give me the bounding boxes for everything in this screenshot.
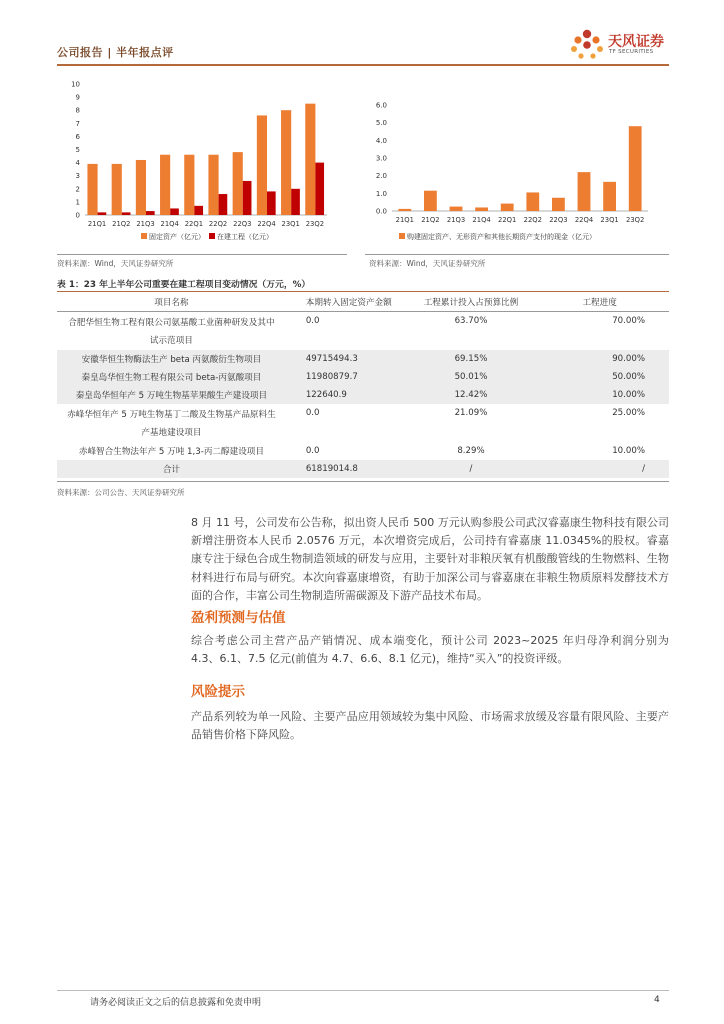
y-tick-label: 10	[71, 80, 80, 89]
y-tick-label: 9	[75, 93, 80, 102]
bar-21q4-s0	[160, 155, 170, 215]
paragraph-investment: 8 月 11 号，公司发布公告称，拟出资人民币 500 万元认购参股公司武汉睿嘉康生物科技有限公司新增注册资本人民币 2.0576 万元，本次增资完成后，公司持有睿嘉康 11.0345%的股权。睿嘉康专注于绿色合成生物制造领域的研发与应用，主要针对非粮厌氧有机酸酸管线的生物燃料、生物材料进行布局与研究。本次向睿嘉康增资，有助于加深公司与睿嘉康在非粮生物质原料发酵技术方面的合作，丰富公司生物制造所需碳源及下游产品技术布局。	[191, 516, 669, 602]
bar-23q1-s0	[603, 182, 616, 211]
chart2-source: 资料来源：Wind，天风证券研究所	[369, 259, 486, 268]
bar-22q4-s0	[578, 172, 591, 211]
cell-progress: 25.00%	[612, 408, 645, 418]
bar-22q3-s0	[552, 198, 565, 211]
table-row	[57, 312, 669, 351]
cell-budget-ratio: 21.09%	[454, 408, 488, 418]
x-tick-label: 21Q3	[446, 216, 466, 224]
x-tick-label: 22Q4	[257, 220, 276, 228]
project-name-line: 秦皇岛华恒生物工程有限公司 beta-丙氨酸项目	[81, 373, 262, 383]
col-header: 工程进度	[529, 292, 669, 312]
col-header: 本期转入固定资产金额	[286, 292, 413, 312]
logo-subtext: TF SECURITIES	[609, 49, 654, 55]
bar-22q3-s1	[243, 181, 252, 215]
bar-23q1-s0	[281, 110, 291, 215]
x-tick-label: 22Q2	[208, 220, 228, 228]
x-tick-label: 22Q1	[184, 220, 204, 228]
x-tick-label: 23Q2	[305, 220, 325, 228]
chart-divider	[365, 254, 669, 255]
project-name-line: 试示范项目	[149, 336, 193, 346]
cell-progress: 70.00%	[612, 316, 645, 326]
bar-22q2-s0	[208, 155, 218, 215]
y-tick-label: 2.0	[375, 172, 387, 181]
y-tick-label: 5	[75, 146, 80, 154]
bar-21q2-s0	[424, 191, 437, 211]
legend-label: 固定资产（亿元）	[149, 233, 205, 241]
bar-22q1-s0	[184, 155, 194, 215]
chart-divider	[57, 254, 347, 255]
table-total-row	[57, 460, 669, 478]
paragraph-risk: 产品系列较为单一风险、主要产品应用领域较为集中风险、市场需求放缓及容量有限风险、主要产品销售价格下降风险。	[191, 710, 669, 742]
bar-22q4-s0	[257, 115, 267, 215]
y-tick-label: 1.0	[375, 189, 387, 198]
bar-21q3-s0	[136, 160, 146, 215]
section-title-forecast: 盈利预测与估值	[191, 610, 286, 626]
y-tick-label: 3	[75, 172, 80, 181]
table-row	[57, 442, 669, 460]
bar-23q2-s0	[629, 126, 642, 211]
cell-progress: 10.00%	[612, 390, 645, 400]
table-source: 资料来源：公司公告、天风证券研究所	[57, 488, 185, 497]
bar-22q1-s0	[501, 204, 514, 211]
y-tick-label: 2	[75, 185, 80, 194]
x-tick-label: 22Q3	[549, 216, 568, 224]
col-header: 工程累计投入占预算比例	[413, 292, 530, 312]
table-row	[57, 350, 669, 368]
x-tick-label: 22Q3	[233, 220, 252, 228]
x-tick-label: 23Q1	[281, 220, 300, 228]
y-tick-label: 3.0	[375, 154, 387, 163]
bar-22q2-s1	[219, 194, 228, 215]
bar-23q2-s0	[305, 104, 315, 215]
cell-amount: 11980879.7	[305, 372, 358, 382]
project-name-line: 秦皇岛华恒年产 5 万吨生物基苹果酸生产建设项目	[75, 391, 268, 401]
chart-fixed-assets	[57, 72, 347, 250]
project-name-line: 安徽华恒生物酶法生产 beta 丙氨酸衍生物项目	[81, 355, 262, 365]
table-row	[57, 404, 669, 442]
y-tick-label: 6.0	[375, 101, 387, 110]
cell-project-name	[57, 442, 286, 460]
report-type: 公司报告 | 半年报点评	[57, 46, 174, 59]
cell-budget-ratio: 8.29%	[457, 446, 485, 456]
bar-21q1-s0	[398, 209, 411, 211]
x-tick-label: 21Q4	[160, 220, 179, 228]
y-tick-label: 4	[75, 159, 80, 168]
chart-capex-cash	[362, 72, 662, 250]
bar-22q3-s0	[233, 152, 243, 215]
x-tick-label: 21Q1	[87, 220, 107, 228]
footer-rule	[57, 990, 669, 991]
cell-amount: 0.0	[305, 446, 320, 456]
table-row	[57, 368, 669, 386]
cell-budget-ratio: 69.15%	[454, 354, 488, 364]
cell-progress: /	[642, 464, 645, 474]
bar-22q4-s1	[267, 191, 276, 215]
page-number: 4	[654, 995, 660, 1005]
bar-22q2-s0	[526, 192, 539, 211]
x-tick-label: 21Q3	[136, 220, 155, 228]
legend-swatch	[141, 233, 147, 239]
cell-amount: 0.0	[305, 316, 320, 326]
x-tick-label: 22Q4	[574, 216, 594, 224]
legend-label: 在建工程（亿元）	[217, 233, 273, 241]
y-tick-label: 0	[75, 211, 80, 220]
cell-project-name	[57, 404, 286, 442]
project-name-line: 赤峰华恒年产 5 万吨生物基丁二酸及生物基产品原料生	[67, 410, 276, 420]
y-tick-label: 5.0	[375, 119, 387, 128]
cell-progress: 90.00%	[612, 354, 645, 364]
x-tick-label: 22Q2	[523, 216, 542, 224]
cell-project-name	[57, 386, 286, 404]
cell-project-name	[57, 312, 286, 351]
cell-budget-ratio: 50.01%	[454, 372, 488, 382]
project-name-line: 合肥华恒生物工程有限公司氨基酸工业菌种研发及其中	[68, 318, 275, 328]
x-tick-label: 21Q1	[395, 216, 414, 224]
cell-amount: 122640.9	[305, 390, 347, 400]
y-tick-label: 1	[75, 198, 80, 207]
x-tick-label: 21Q2	[421, 216, 440, 224]
bar-21q3-s1	[146, 211, 155, 215]
bar-21q1-s0	[87, 164, 97, 215]
cell-progress: 50.00%	[612, 372, 645, 382]
logo-mark-icon	[568, 28, 606, 62]
legend-swatch	[399, 233, 405, 239]
chart1-source: 资料来源：Wind，天风证券研究所	[57, 259, 174, 268]
cell-amount: 0.0	[305, 408, 320, 418]
cell-budget-ratio: 12.42%	[454, 390, 488, 400]
bar-21q4-s1	[170, 208, 179, 215]
logo	[568, 28, 678, 62]
table-bottom-rule	[57, 481, 669, 482]
x-tick-label: 22Q1	[498, 216, 517, 224]
bar-23q1-s1	[291, 189, 300, 215]
table-title: 表 1：23 年上半年公司重要在建工程项目变动情况（万元，%）	[57, 280, 311, 290]
x-tick-label: 21Q4	[472, 216, 491, 224]
bar-21q2-s1	[122, 212, 131, 215]
logo-text: 天风证券	[608, 34, 664, 50]
bar-21q3-s0	[450, 207, 463, 211]
y-tick-label: 7	[75, 119, 80, 128]
col-header: 项目名称	[57, 292, 286, 312]
cell-amount: 61819014.8	[305, 464, 358, 474]
cell-budget-ratio: 63.70%	[454, 316, 488, 326]
y-tick-label: 4.0	[375, 136, 387, 145]
x-tick-label: 21Q2	[112, 220, 131, 228]
cell-project-name	[57, 460, 286, 478]
y-tick-label: 8	[75, 106, 80, 115]
bar-21q1-s1	[98, 212, 107, 215]
section-title-risk: 风险提示	[191, 684, 245, 700]
cell-budget-ratio: /	[469, 464, 473, 474]
paragraph-forecast: 综合考虑公司主营产品产销情况、成本端变化，预计公司 2023~2025 年归母净利润分别为 4.3、6.1、7.5 亿元(前值为 4.7、6.6、8.1 亿元)，维持“买入”的投资评级。	[191, 634, 669, 666]
y-tick-label: 6	[75, 132, 80, 141]
bar-23q2-s1	[315, 163, 324, 215]
x-tick-label: 23Q2	[626, 216, 645, 224]
table-header-row	[57, 292, 669, 312]
project-name-line: 产基地建设项目	[141, 428, 202, 438]
project-name-line: 合计	[162, 465, 181, 475]
legend-label: 购建固定资产、无形资产和其他长期资产支付的现金（亿元）	[407, 233, 596, 241]
cell-project-name	[57, 350, 286, 368]
project-name-line: 赤峰智合生物法年产 5 万吨 1,3-丙二醇建设项目	[78, 447, 264, 457]
cell-amount: 49715494.3	[305, 354, 358, 364]
y-tick-label: 0.0	[375, 207, 387, 216]
legend-swatch	[209, 233, 215, 239]
header-rule	[57, 64, 669, 66]
table-row	[57, 386, 669, 404]
bar-22q1-s1	[194, 206, 203, 215]
x-tick-label: 23Q1	[600, 216, 619, 224]
project-table	[57, 292, 669, 478]
cell-project-name	[57, 368, 286, 386]
bar-21q2-s0	[112, 164, 122, 215]
cell-progress: 10.00%	[612, 446, 645, 456]
bar-21q4-s0	[475, 207, 488, 211]
footer-disclaimer: 请务必阅读正文之后的信息披露和免责申明	[90, 998, 262, 1008]
